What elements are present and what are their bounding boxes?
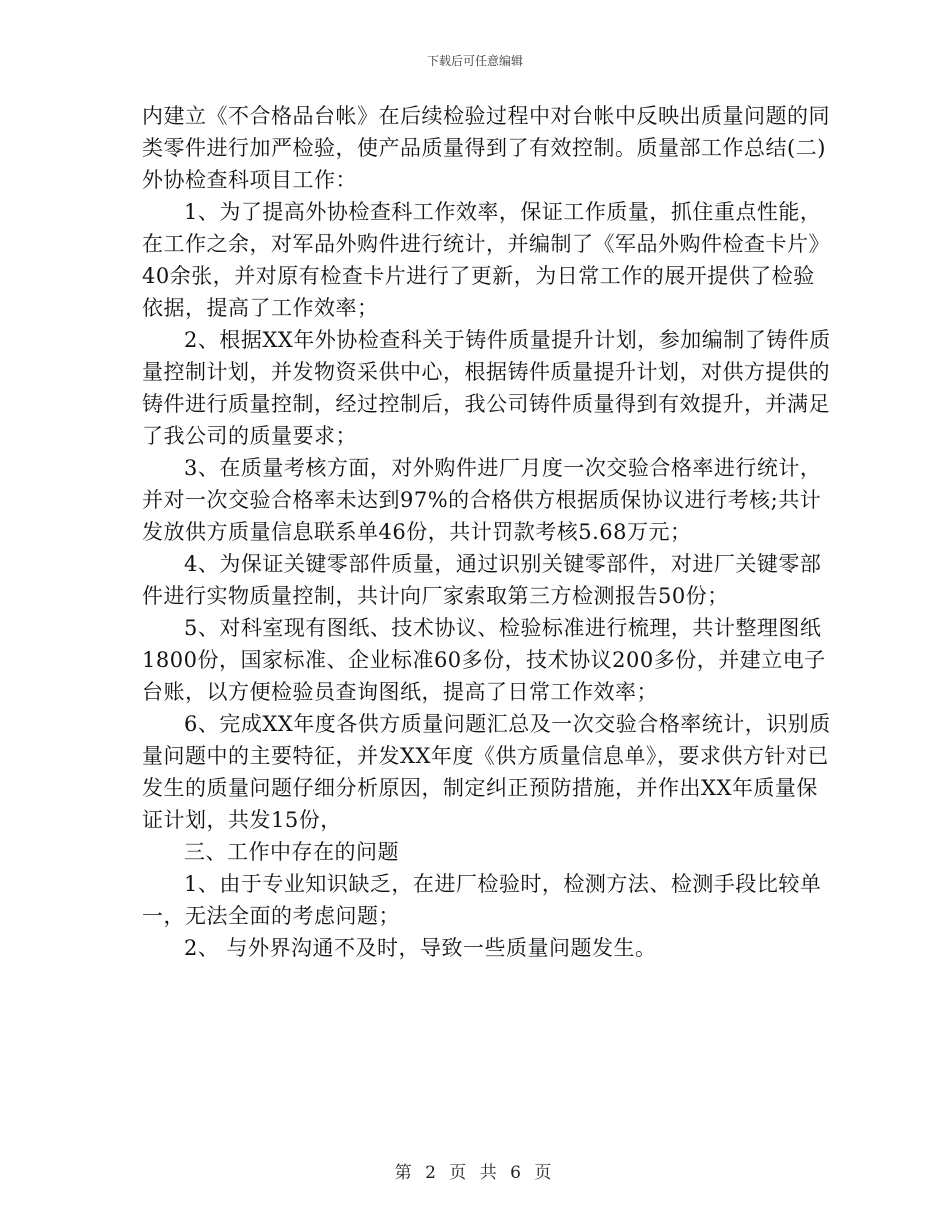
paragraph-item-2: 2、根据XX年外协检查科关于铸件质量提升计划，参加编制了铸件质量控制计划，并发物资采供中心，根据铸件质量提升计划，对供方提供的铸件进行质量控制，经过控制后，我公司铸件质量得到有效提升，并满足了我公司的质量要求； bbox=[142, 328, 831, 448]
paragraph-item-5: 5、对科室现有图纸、技术协议、检验标准进行梳理，共计整理图纸1800份，国家标准、企业标准60多份，技术协议200多份，并建立电子台账，以方便检验员查询图纸，提高了日常工作效率； bbox=[142, 616, 826, 704]
paragraph-problem-2: 2、 与外界沟通不及时，导致一些质量问题发生。 bbox=[184, 936, 657, 960]
paragraph-item-1: 1、为了提高外协检查科工作效率，保证工作质量，抓住重点性能，在工作之余，对军品外购件进行统计，并编制了《军品外购件检查卡片》40余张，并对原有检查卡片进行了更新，为日常工作的展开提供了检验依据，提高了工作效率； bbox=[142, 200, 830, 320]
page-header: 下载后可任意编辑 bbox=[426, 54, 523, 68]
paragraph-item-4: 4、为保证关键零部件质量，通过识别关键零部件，对进厂关键零部件进行实物质量控制，共计向厂家索取第三方检测报告50份； bbox=[142, 552, 822, 608]
paragraph-item-6: 6、完成XX年度各供方质量问题汇总及一次交验合格率统计，识别质量问题中的主要特征，并发XX年度《供方质量信息单》，要求供方针对已发生的质量问题仔细分析原因，制定纠正预防措施，并作出XX年质量保证计划，共发15份， bbox=[142, 712, 831, 832]
paragraph-intro: 内建立《不合格品台帐》在后续检验过程中对台帐中反映出质量问题的同类零件进行加严检验，使产品质量得到了有效控制。质量部工作总结(二)外协检查科项目工作： bbox=[142, 104, 830, 192]
page-number-footer: 第 2 页 共 6 页 bbox=[394, 1163, 556, 1183]
paragraph-problem-1: 1、由于专业知识缺乏，在进厂检验时，检测方法、检测手段比较单一，无法全面的考虑问题； bbox=[142, 872, 822, 928]
section-heading-problems: 三、工作中存在的问题 bbox=[184, 840, 399, 864]
document-body bbox=[142, 100, 832, 964]
paragraph-item-3: 3、在质量考核方面，对外购件进厂月度一次交验合格率进行统计，并对一次交验合格率未达到97%的合格供方根据质保协议进行考核;共计发放供方质量信息联系单46份，共计罚款考核5.68万元； bbox=[142, 456, 822, 544]
